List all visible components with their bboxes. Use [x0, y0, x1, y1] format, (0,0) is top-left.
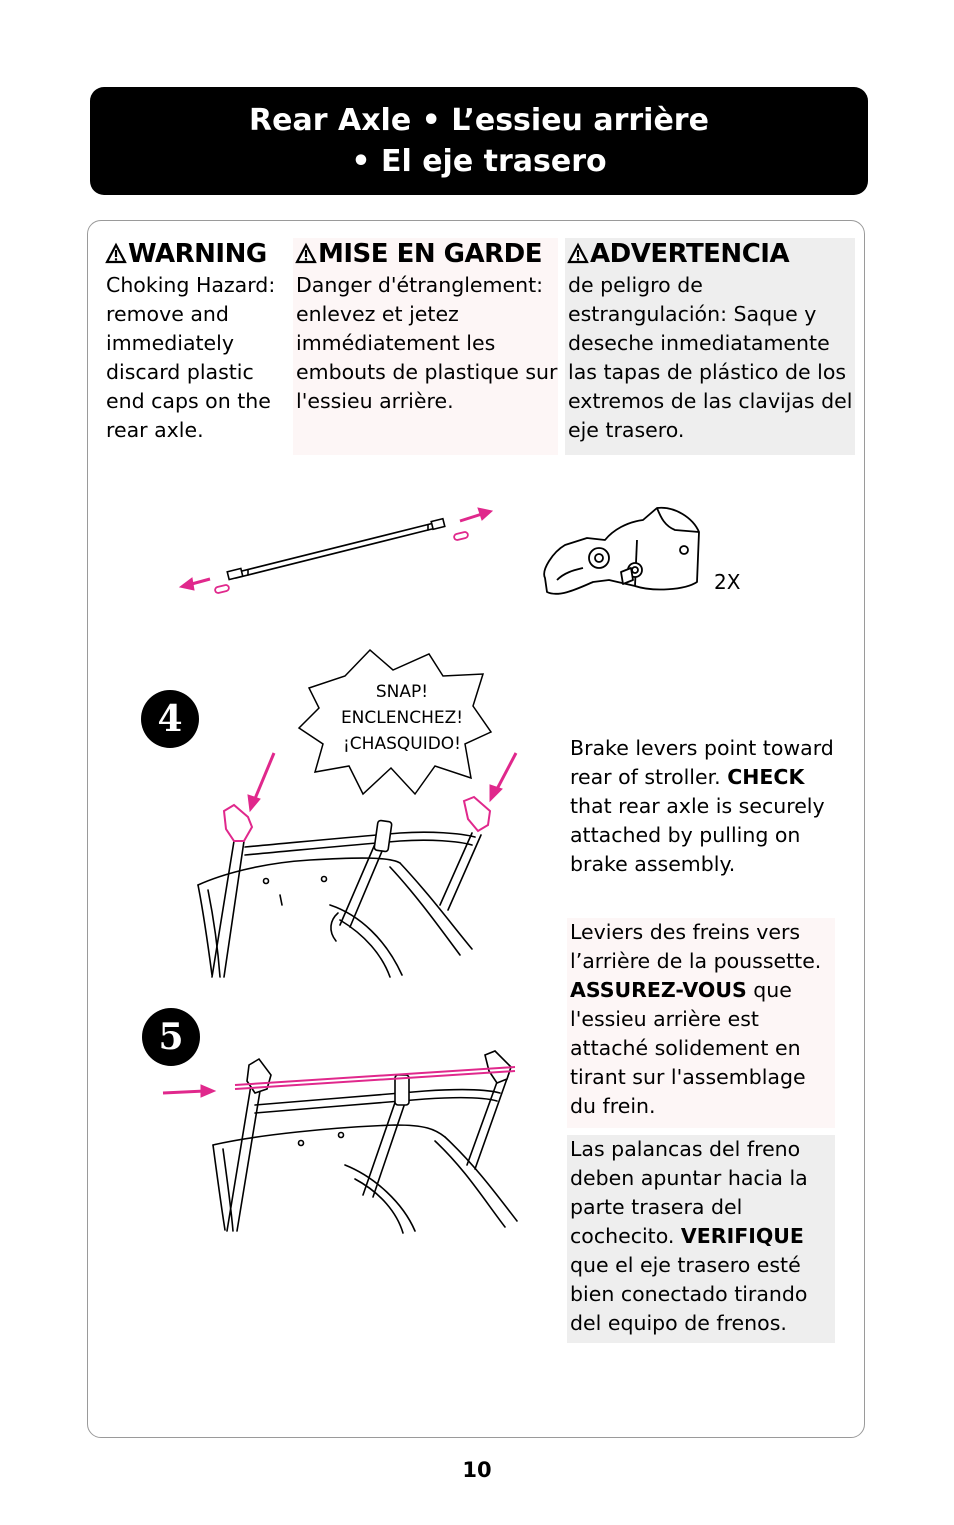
warning-triangle-icon	[568, 244, 588, 263]
page-number: 10	[462, 1458, 492, 1482]
warning-english	[106, 238, 291, 445]
instructions-french	[567, 918, 835, 1128]
warning-heading-es: ADVERTENCIA	[568, 238, 855, 270]
step-number-5: 5	[142, 1008, 200, 1066]
instructions-fr-text-2: que l'essieu arrière est attaché solidement en tirant sur l'assemblage du frein.	[570, 978, 806, 1118]
instructions-spanish	[567, 1135, 835, 1343]
instructions-english	[567, 734, 837, 879]
warning-body-es: de peligro de estrangulación: Saque y deseche inmediatamente las tapas de plástico de los extremos de las clavijas del eje trasero.	[568, 273, 853, 442]
warning-body-fr: Danger d'étranglement: enlevez et jetez immédiatement les embouts de plastique sur l'essieu arrière.	[296, 273, 558, 413]
snap-callout-line-es: ¡CHASQUIDO!	[342, 734, 461, 754]
snap-callout-line-en: SNAP!	[375, 682, 429, 702]
step-number-4: 4	[141, 690, 199, 748]
step-5-stroller-frame-illustration	[155, 1045, 535, 1235]
instructions-es-text-2: que el eje trasero esté bien conectado tirando del equipo de frenos.	[570, 1253, 808, 1335]
warning-triangle-icon	[296, 244, 316, 263]
rear-axle-illustration	[170, 500, 510, 610]
part-quantity-label: 2X	[714, 570, 741, 594]
warning-french	[293, 238, 558, 455]
warning-body-en: Choking Hazard: remove and immediately discard plastic end caps on the rear axle.	[106, 273, 276, 442]
warning-spanish	[565, 238, 855, 455]
warning-heading-en: WARNING	[106, 238, 291, 270]
instructions-en-emphasis: CHECK	[727, 765, 805, 789]
warning-heading-fr: MISE EN GARDE	[296, 238, 558, 270]
warning-triangle-icon	[106, 244, 126, 263]
instructions-en-text-2: that rear axle is securely attached by pulling on brake assembly.	[570, 794, 825, 876]
instructions-es-text-1: Las palancas del freno deben apuntar hacia la parte trasera del cochecito.	[570, 1137, 808, 1248]
section-title-bar	[90, 87, 868, 195]
instructions-es-emphasis: VERIFIQUE	[680, 1224, 804, 1248]
instructions-en-text-1: Brake levers point toward rear of stroller.	[570, 736, 834, 789]
step-4-stroller-frame-illustration	[190, 745, 530, 985]
section-title-line-1: Rear Axle • L’essieu arrière	[249, 103, 709, 138]
instructions-fr-emphasis: ASSUREZ-VOUS	[570, 978, 747, 1002]
end-cap-icon	[214, 531, 468, 593]
instructions-fr-text-1: Leviers des freins vers l’arrière de la poussette.	[570, 920, 822, 973]
section-title-line-2: • El eje trasero	[351, 144, 607, 179]
pull-arrow-icon	[180, 508, 492, 590]
brake-lever-part-illustration	[535, 500, 705, 605]
snap-callout-line-fr: ENCLENCHEZ!	[340, 708, 464, 728]
